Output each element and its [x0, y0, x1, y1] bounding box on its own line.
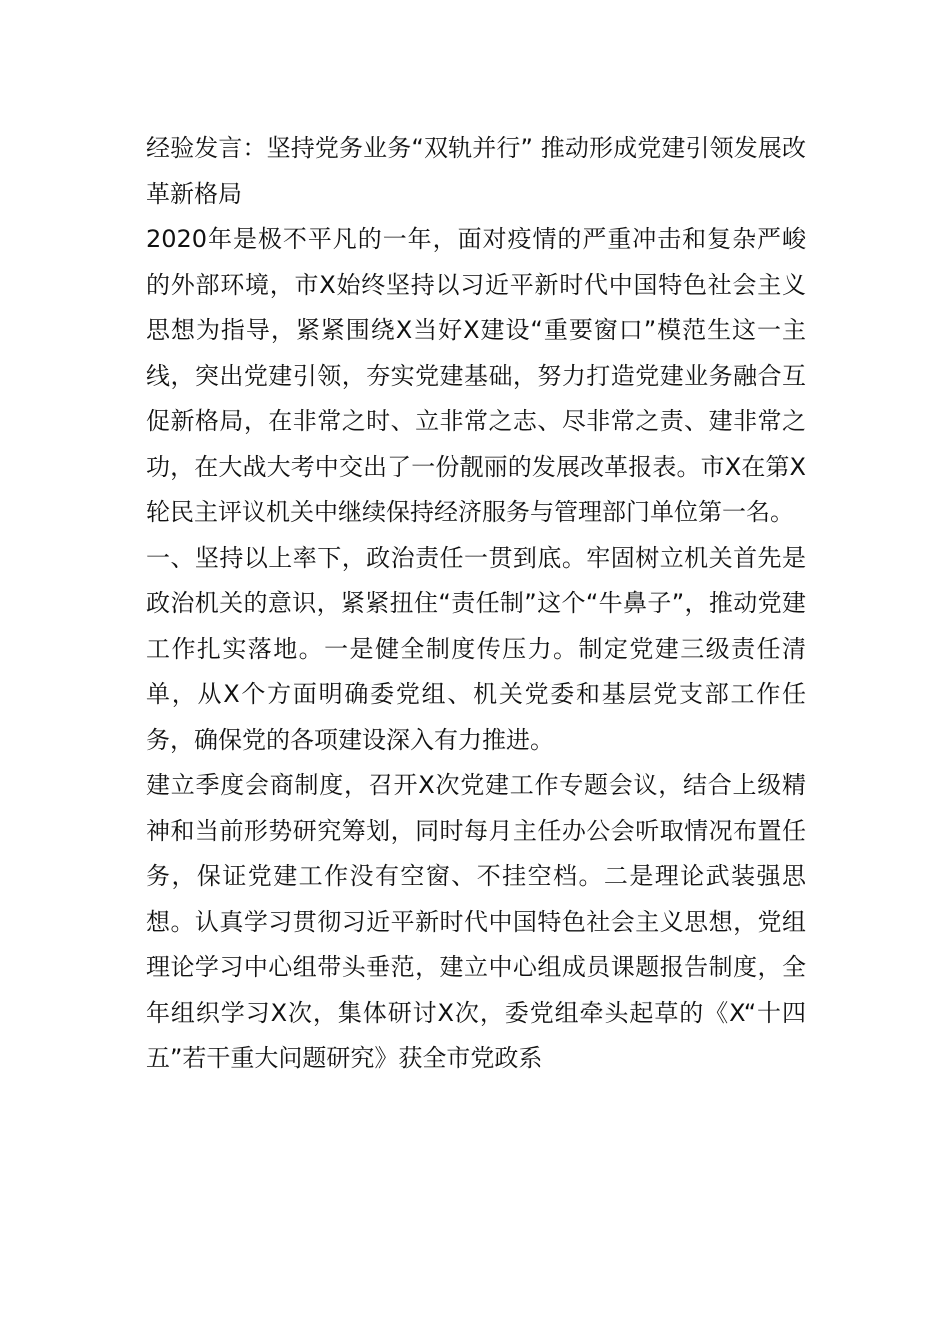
paragraph-section-one: 一、坚持以上率下，政治责任一贯到底。牢固树立机关首先是政治机关的意识，紧紧扭住“责任制”这个“牛鼻子”，推动党建工作扎实落地。一是健全制度传压力。制定党建三级责任清单，从X个方面明确委党组、机关党委和基层党支部工作任务，确保党的各项建设深入有力推进。 — [146, 543, 806, 754]
paragraph-intro: 2020年是极不平凡的一年，面对疫情的严重冲击和复杂严峻的外部环境，市X始终坚持以习近平新时代中国特色社会主义思想为指导，紧紧围绕X当好X建设“重要窗口”模范生这一主线，突出党建引领，夯实党建基础，努力打造党建业务融合互促新格局，在非常之时、立非常之志、尽非常之责、建非常之功，在大战大考中交出了一份靓丽的发展改革报表。市X在第X轮民主评议机关中继续保持经济服务与管理部门单位第一名。 — [146, 225, 806, 526]
document-page — [146, 126, 806, 1082]
document-title: 经验发言：坚持党务业务“双轨并行” 推动形成党建引领发展改革新格局 — [146, 134, 806, 208]
paragraph-continued: 建立季度会商制度，召开X次党建工作专题会议，结合上级精神和当前形势研究筹划，同时每月主任办公会听取情况布置任务，保证党建工作没有空窗、不挂空档。二是理论武装强思想。认真学习贯彻习近平新时代中国特色社会主义思想，党组理论学习中心组带头垂范，建立中心组成员课题报告制度，全年组织学习X次，集体研讨X次，委党组牵头起草的《X“十四五”若干重大问题研究》获全市党政系 — [146, 771, 806, 1072]
